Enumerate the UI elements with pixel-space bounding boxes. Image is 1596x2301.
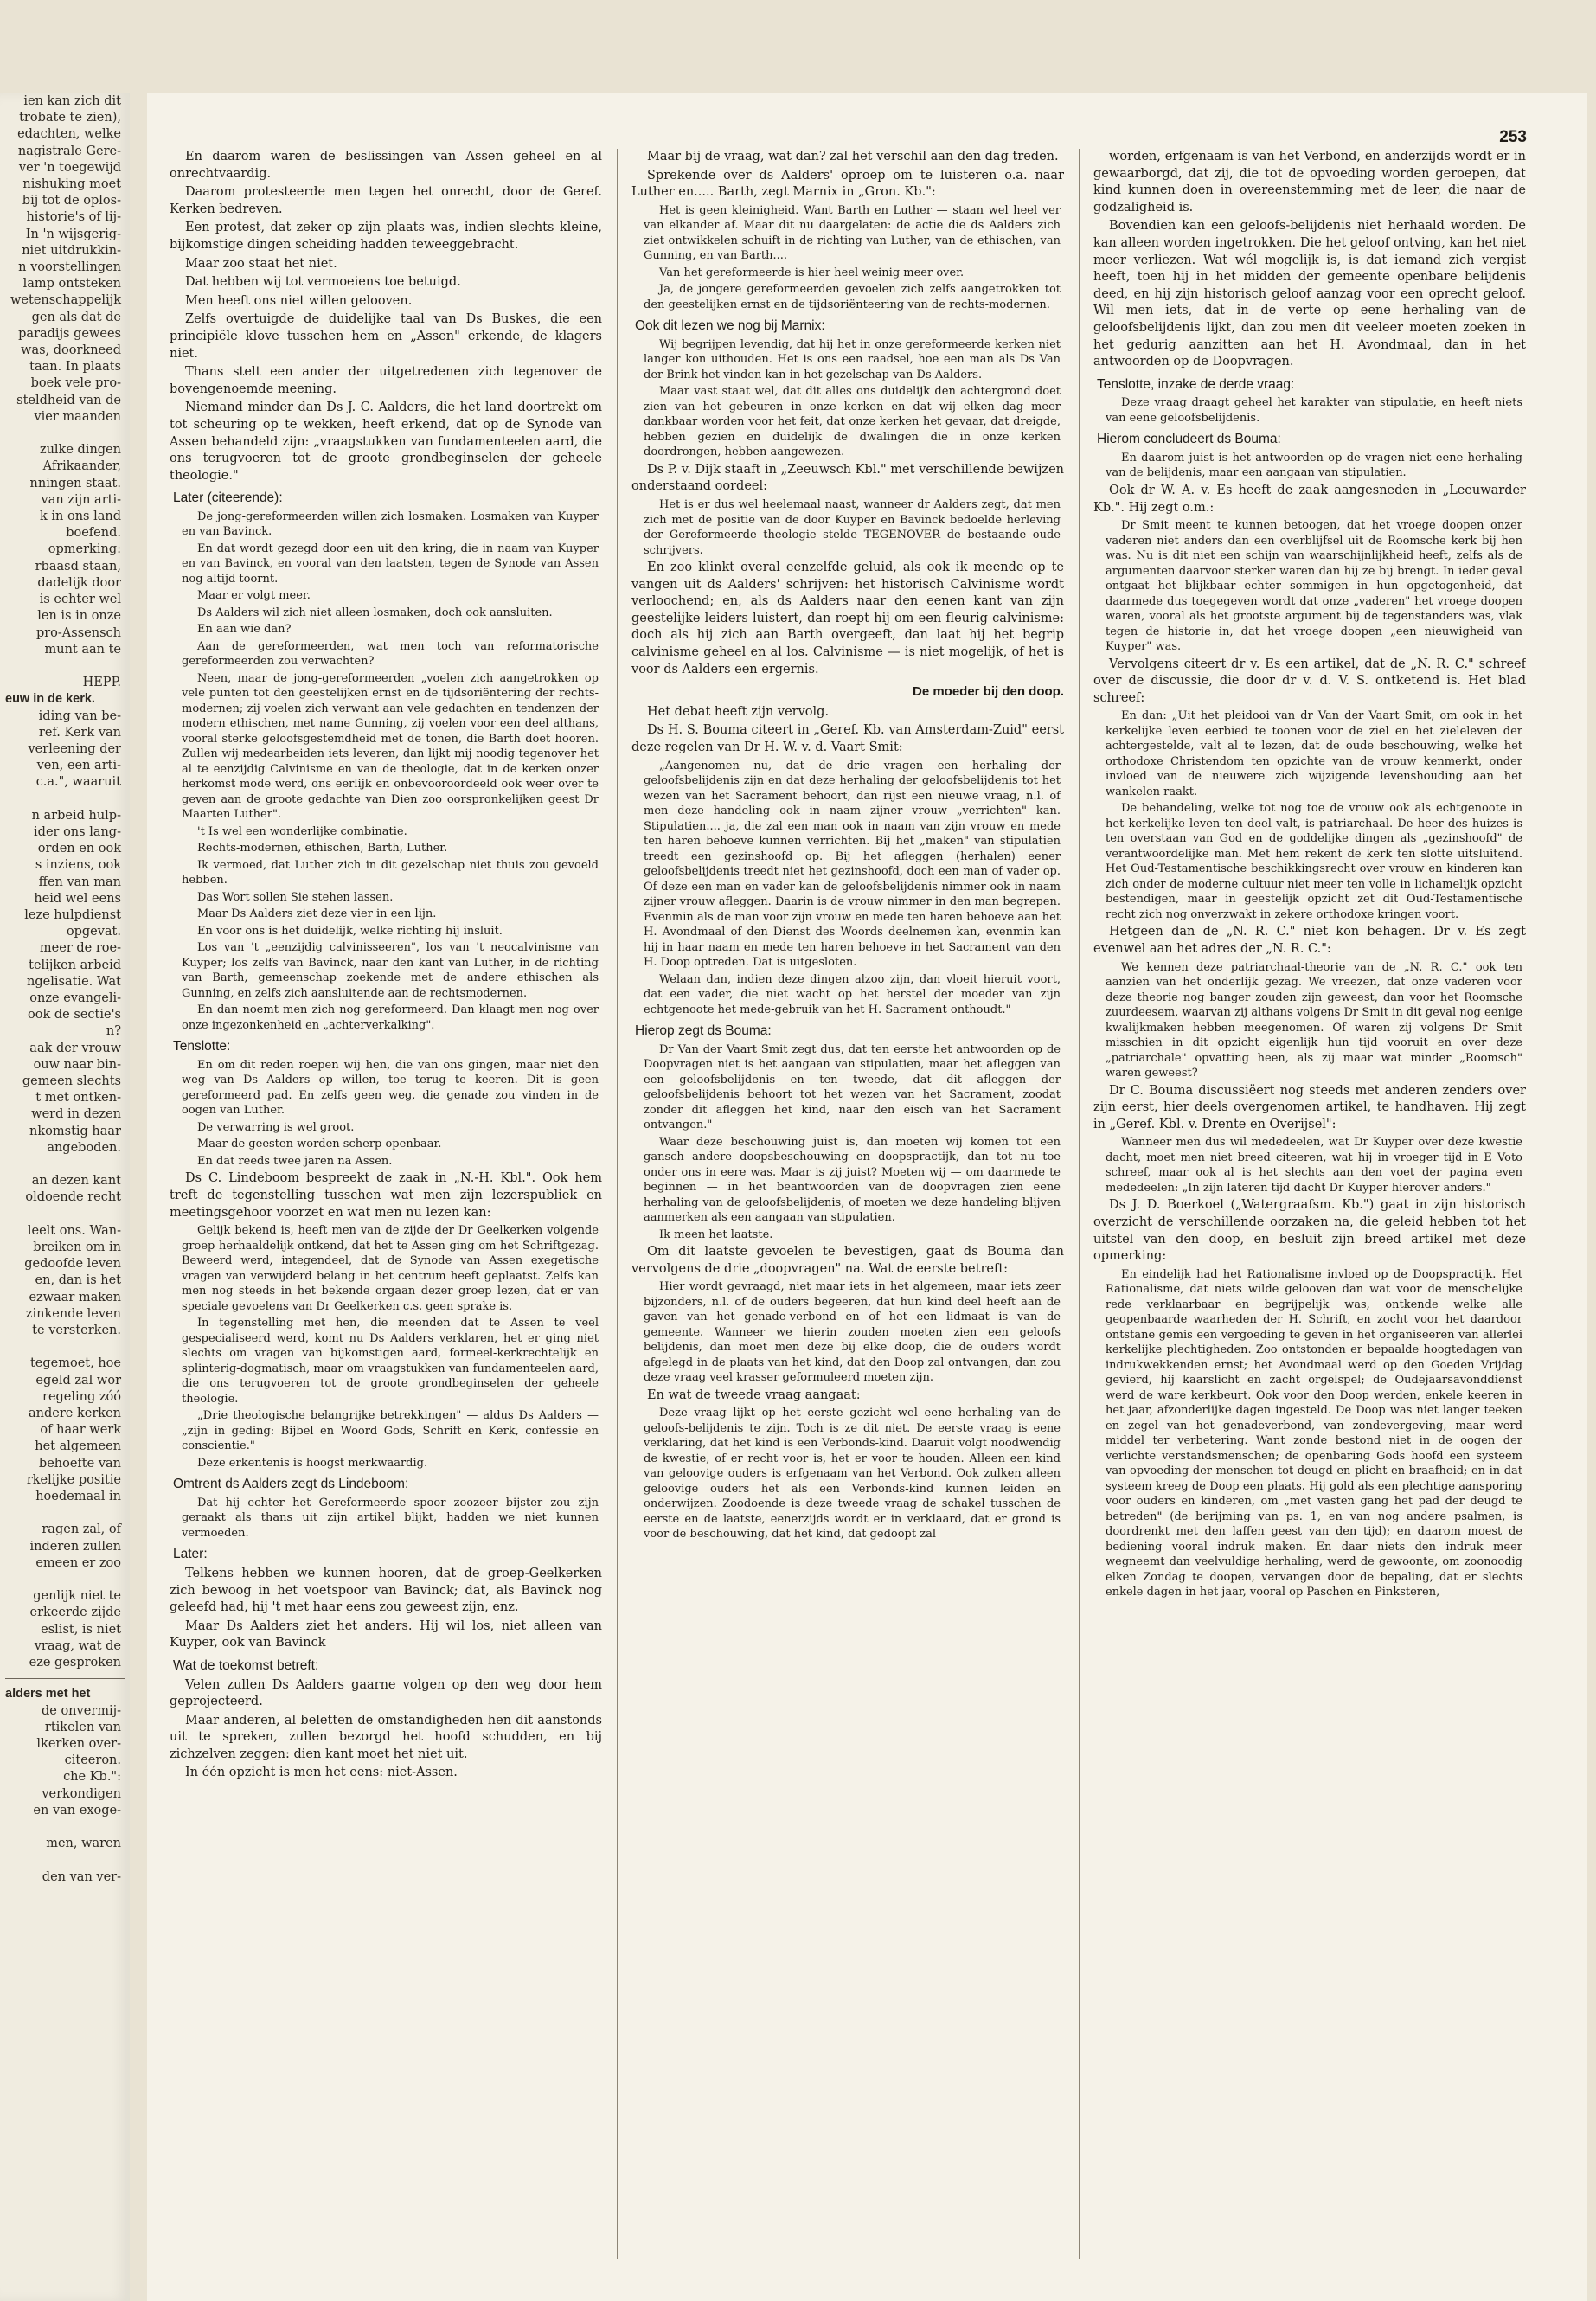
paragraph: Men heeft ons niet willen gelooven. bbox=[185, 293, 413, 308]
adjacent-page-fragment bbox=[0, 93, 130, 2301]
fragment-line: verkondigen bbox=[42, 1786, 121, 1801]
fragment-line: ook de sectie's bbox=[28, 1008, 121, 1022]
fragment-line: en, dan is het bbox=[35, 1273, 121, 1288]
fragment-line: gen als dat de bbox=[31, 310, 121, 324]
paragraph: Ds C. Lindeboom bespreekt de zaak in „N.-H. Kbl.". Ook hem treft de tegenstelling tusschen wat men zijn lezerspubliek en meetingsgehoor voorzet en wat men nu lezen kan: bbox=[170, 1171, 602, 1220]
quotation: Ja, de jongere gereformeerden gevoelen zich zelfs aangetrokken tot den geestelijken ernst en de tijdsoriënteering van de rechts-modernen. bbox=[644, 283, 1061, 311]
quotation: En aan wie dan? bbox=[197, 623, 292, 637]
subheading: Tenslotte: bbox=[173, 1039, 231, 1054]
quotation: De behandeling, welke tot nog toe de vrouw ook als echtgenoote in het kerkelijke leven ten deel valt, is patriarchaal. De heer des huizes is ten overstaan van God en de goddelijke dingen als „gezinshoofd" de verantwoordelijke man. Met hem rekent de kerk ten slotte uitsluitend. Het Oud-Testamentische beschikkingsrecht over vrouw en kinderen kan zich onder de moderne cultuur niet meer ten volle in lichamelijk opzicht bestendigen, maar in geestelijk opzicht zet dit Oud-Testamentische recht zich nog onverzwakt in zekere orthodoxe kringen voort. bbox=[1106, 802, 1522, 921]
quotation: Van het gereformeerde is hier heel weinig meer over. bbox=[659, 266, 965, 279]
fragment-line: munt aan te bbox=[44, 642, 121, 657]
subheading: Hierop zegt ds Bouma: bbox=[635, 1023, 772, 1039]
fragment-line: te versterken. bbox=[32, 1324, 121, 1338]
fragment-line: zulke dingen bbox=[39, 443, 121, 458]
fragment-line: meer de roe- bbox=[39, 941, 121, 956]
fragment-line: de onvermij- bbox=[41, 1703, 121, 1718]
quotation: „Drie theologische belangrijke betrekkingen" — aldus Ds Aalders — „zijn in geding: Bijbel en Woord Gods, Schrift en Kerk, confessie en conscientie." bbox=[182, 1409, 599, 1453]
subheading: Wat de toekomst betreft: bbox=[173, 1657, 319, 1673]
fragment-line: In 'n wijsgerig- bbox=[25, 227, 121, 241]
paragraph: En zoo klinkt overal eenzelfde geluid, als ook ik meende op te vangen uit ds Aalders' schrijven: het historisch Calvinisme wordt verloochend; en, als ds Aalders naar den eenen kant van zijn geestelijke leiders luistert, dan roept hij om een fleurig calvinisme: doch als hij zich aan Barth overgeeft, dan laat hij het begrip calvinisme geheel en al los. Calvinisme — is niet mogelijk, of het is voor ds Aalders een ergernis. bbox=[631, 561, 1064, 676]
fragment-line: het algemeen bbox=[35, 1439, 121, 1454]
fragment-line: pro-Assensch bbox=[35, 625, 121, 640]
fragment-line: ref. Kerk van bbox=[38, 725, 121, 740]
paragraph: Maar zoo staat het niet. bbox=[185, 256, 337, 271]
fragment-line: lkerken over- bbox=[36, 1736, 121, 1751]
quotation: En eindelijk had het Rationalisme invloed op de Doopspractijk. Het Rationalisme, dat niets wilde gelooven dan wat voor de menschelijke rede verklaarbaar en begrijpelijk was, ontkende welke alle geopenbaarde waarheden der H. Schrift, en zocht voor het daardoor ontstane gemis een vergoeding te geven in het organiseeren van allerlei kerkelijke plechtigheden. Zoo ontstonden er bepaalde hoogtedagen van indrukwekkenden ernst; het Avondmaal werd op den Goeden Vrijdag gevierd, hij kaarslicht en zacht orgelspel; de Oudejaarsavonddienst werd de ware kerkbeurt. Ook voor den Doop werden, enkele keeren in het jaar, afzonderlijke dagen ingesteld. De Doop was niet langer teeken en zegel van het genadeverbond, van zondevergeving, maar werd middel ter verbetering. Want zonde bestond niet in de oogen der verlichte verstandsmenschen; de openbaring Gods hoofd een systeem van opvoeding der menschen tot deugd en plicht en braafheid; en in dat systeem kreeg de Doop een plaats. Hij gold als een plechtige aansporing voor ouders en kinderen, om „met vasten gang het pad der deugd te betreden" (de berijming van ps. 1, en van nog andere psalmen, is doordrenkt met den laffen geest van den tijd); en daarom moest de bediening vooral indruk maken. En daar niets den indruk meer wegneemt dan veelvuldige herhaling, werd de gewoonte, om zoonoodig elken Zondag te doopen, vervangen door de bepaling, dat er slechts enkele dagen in het jaar, vooral op Paschen en Pinksteren, bbox=[1106, 1267, 1522, 1599]
fragment-line: lamp ontsteken bbox=[22, 277, 121, 292]
fragment-line: nagistrale Gere- bbox=[17, 144, 121, 158]
paragraph: Het debat heeft zijn vervolg. bbox=[647, 704, 830, 719]
fragment-line: ngelisatie. Wat bbox=[27, 974, 121, 989]
quotation: Wanneer men dus wil mededeelen, wat Dr Kuyper over deze kwestie dacht, moet men niet breed citeeren, wat hij in vroeger tijd in E Voto schreef, maar ook al is het slechts aan den voet der pagina even mededeelen: „In zijn lateren tijd dacht Dr Kuyper hierover anders." bbox=[1106, 1136, 1522, 1195]
quotation: Dr Smit meent te kunnen betoogen, dat het vroege doopen onzer vaderen niet anders dan een overblijfsel uit de Roomsche kerk bij hen was. Nu is dit niet een schijn van waarschijnlijkheid heeft, zelfs als de argumenten daarvoor sterker waren dan hij ze bij brengt. In ieder geval ontgaat het blijkbaar echter sommigen in hun opgetogenheid, dat daarmede dus toegegeven wordt dat onze „vaderen" het vroege doopen waren, vooral als het grootste argument bij de tegenstanders was, vlak tegen de historie in, dat het vroege doopen „een nieuwigheid van Kuyper" was. bbox=[1106, 519, 1522, 654]
paragraph: Bovendien kan een geloofs-belijdenis niet herhaald worden. De kan alleen worden ingetrokken. Die het geloof ontving, kan het niet meer verliezen. Wat wél mogelijk is, is dat iemand zich vergist heeft, toen hij in het midden der gemeente openbare belijdenis deed, en hij zijn historisch geloof aanzag voor een oprecht geloof. Wil men iets, dat in de verte op eene herhaling van de geloofsbelijdenis lijkt, dan zou men dit veeleer moeten zoeken in het gedurig aanzitten aan het H. Avondmaal, dan in het antwoorden op de Doopvragen. bbox=[1093, 219, 1526, 369]
fragment-line: oldoende recht bbox=[25, 1190, 121, 1205]
quotation: Maar Ds Aalders ziet deze vier in een lijn. bbox=[197, 907, 437, 921]
quotation: Maar de geesten worden scherp openbaar. bbox=[197, 1138, 442, 1151]
fragment-line: edachten, welke bbox=[17, 127, 121, 142]
fragment-line: den van ver- bbox=[42, 1869, 121, 1884]
paragraph: Vervolgens citeert dr v. Es een artikel, dat de „N. R. C." schreef over de discussie, die door dr v. d. V. S. ontketend is. Het blad schreef: bbox=[1093, 657, 1526, 705]
fragment-line: n voorstellingen bbox=[18, 260, 121, 275]
column-3 bbox=[1093, 149, 1526, 2259]
subheading: Later (citeerende): bbox=[173, 490, 283, 506]
fragment-line: HEPP. bbox=[82, 676, 121, 690]
fragment-line: eslist, is niet bbox=[41, 1622, 121, 1637]
quotation: We kennen deze patriarchaal-theorie van de „N. R. C." ook ten aanzien van het onderlijk gezag. We vreezen, dat onze vaderen voor deze theorie nog banger zouden zijn geweest, dan voor het Roomsche zuurdeesem, waarvan zij althans volgens Dr Smit in dit geval nog eenige kwalijkmaken hebben meegenomen. Of waren zij volgens Dr Smit misschien in dit opzicht eigenlijk hun tijd vooruit en over deze „patriarchale" opvatting heen, als zij maar wat minder „Roomsch" waren geweest? bbox=[1106, 960, 1522, 1080]
fragment-line: t met ontken- bbox=[35, 1091, 121, 1106]
paragraph: Maar anderen, al beletten de omstandigheden hen dit aanstonds uit te spreken, zullen bezorgd het hoofd schudden, en bij zichzelven zeggen: dien kant moet het niet uit. bbox=[170, 1713, 602, 1761]
fragment-line: werd in dezen bbox=[31, 1107, 121, 1122]
fragment-line: ien kan zich dit bbox=[23, 94, 121, 108]
fragment-line: len is in onze bbox=[37, 609, 121, 624]
paragraph: Sprekende over ds Aalders' oproep om te luisteren o.a. naar Luther en..... Barth, zegt Marnix in „Gron. Kb.": bbox=[631, 168, 1064, 200]
subheading: Later: bbox=[173, 1547, 208, 1562]
paragraph: Ds H. S. Bouma citeert in „Geref. Kb. van Amsterdam-Zuid" eerst deze regelen van Dr H. W. v. d. Vaart Smit: bbox=[631, 723, 1064, 754]
paragraph: Maar bij de vraag, wat dan? zal het verschil aan den dag treden. bbox=[647, 150, 1059, 163]
fragment-line: wetenschappelijk bbox=[10, 293, 121, 308]
fragment-line: men, waren bbox=[46, 1836, 121, 1851]
fragment-line: historie's of lij- bbox=[26, 210, 121, 225]
quotation: De jong-gereformeerden willen zich losmaken. Losmaken van Kuyper en van Bavinck. bbox=[182, 510, 599, 539]
paragraph: Niemand minder dan Ds J. C. Aalders, die het land doortrekt om tot scheuring op te wekken, heeft erkend, dat op de Synode van Assen behandeld zijn: „vraagstukken van fundamenteelen aard, die ons terugvoeren tot de groote grondbeginselen der geheele theologie." bbox=[170, 401, 602, 483]
paragraph: Thans stelt een ander der uitgetredenen zich tegenover de bovengenoemde meening. bbox=[170, 365, 602, 396]
paragraph: Ook dr W. A. v. Es heeft de zaak aangesneden in „Leeuwarder Kb.". Hij zegt o.m.: bbox=[1093, 483, 1526, 515]
quotation: Neen, maar de jong-gereformeerden „voelen zich aangetrokken op vele punten tot den geestelijken ernst en de tijdsoriëntering der rechts-modernen; zij voelen zich verwant aan vele gedachten en tendenzen der modern ethischen, met name Gunning, zij voelen voor een deel althans, vooral sterke geloofsgestemdheid met de tonen, die Barth doet hooren. Zullen wij medearbeiden iets leveren, dan lijkt mij noodig tegenover het al te eenzijdig Calvinisme en van de theologie, dat in de kerken onzer herkomst mode werd, ons eerlijk en onbevooroordeeld ook weer over te geven aan de groote gedachte van Dien zoo oorspronkelijken geest Dr Maarten Luther". bbox=[182, 671, 599, 822]
fragment-line: ffen van man bbox=[38, 875, 121, 889]
fragment-line: van zijn arti- bbox=[41, 492, 121, 507]
paragraph: Een protest, dat zeker op zijn plaats was, indien slechts kleine, bijkomstige dingen scheiding hadden teweeggebracht. bbox=[170, 221, 602, 252]
column-divider-2 bbox=[1079, 149, 1080, 2259]
subheading: Omtrent ds Aalders zegt ds Lindeboom: bbox=[173, 1477, 409, 1492]
fragment-line: ider ons lang- bbox=[34, 824, 121, 839]
fragment-line: ragen zal, of bbox=[42, 1522, 121, 1537]
quotation: Ds Aalders wil zich niet alleen losmaken, doch ook aansluiten. bbox=[197, 606, 553, 619]
quotation: Ik vermoed, dat Luther zich in dit gezelschap niet thuis zou gevoeld hebben. bbox=[182, 858, 599, 888]
fragment-line bbox=[0, 658, 130, 675]
fragment-line: Afrikaander, bbox=[42, 459, 121, 474]
column-1 bbox=[170, 149, 602, 2259]
fragment-line: gemeen slechts bbox=[22, 1074, 121, 1088]
fragment-line: leze hulpdienst bbox=[24, 907, 121, 922]
fragment-line: trobate te zien), bbox=[19, 111, 121, 125]
fragment-line: aak der vrouw bbox=[29, 1041, 121, 1055]
quotation: En dan noemt men zich nog gereformeerd. Dan klaagt men nog over onze ingezonkenheid en „achterverkalking". bbox=[182, 1003, 599, 1032]
fragment-line bbox=[0, 426, 130, 442]
fragment-line: k in ons land bbox=[39, 510, 121, 524]
fragment-line: en van exoge- bbox=[33, 1803, 121, 1817]
quotation: Deze vraag lijkt op het eerste gezicht wel eene herhaling van de geloofs-belijdenis te zijn. Toch is ze dit niet. De eerste vraag is eene verklaring, dat het kind is een Verbonds-kind. Daaruit volgt noodwendig de kwestie, of er recht voor is, het er voor te houden. Alleen een kind van geloovige ouders is erfgenaam van het Verbond. Ook zulken alleen geloovige ouders het als een Verbonds-kind kunnen leiden en onderwijzen. Zoodoende is deze tweede vraag de schakel tusschen de eerste en de laatste, eenerzijds wordt er in verklaard, dat er grond is voor de beschouwing, dat het kind, dat gedoopt zal bbox=[644, 1407, 1061, 1541]
fragment-heading: euw in de kerk. bbox=[5, 692, 95, 707]
fragment-line: rbaasd staan, bbox=[35, 559, 121, 574]
fragment-rule bbox=[5, 1678, 125, 1679]
quotation: Waar deze beschouwing juist is, dan moeten wij komen tot een gansch andere doopsbeschouwing en doopspractijk, dan tot nu toe onder ons in eere was. Maar is zij juist? Moeten wij — om daarmede te beginnen — in het beantwoorden van de doopvragen zien eene herhaling van de geloofsbelijdenis, of moeten we deze handeling blijven aanmerken als een aangaan van stipulatien. bbox=[644, 1135, 1061, 1225]
fragment-line: is echter wel bbox=[39, 593, 121, 607]
paragraph: Maar Ds Aalders ziet het anders. Hij wil los, niet alleen van Kuyper, ook van Bavinck bbox=[170, 1618, 602, 1650]
quotation: Maar vast staat wel, dat dit alles ons duidelijk den achtergrond doet zien van het gebeuren in onze kerken en dat wij elken dag meer dankbaar worden voor het feit, dat onze kerken het gevaar, dat dreigde, hebben gezien en duidelijk de dwalingen die in onze kerken doordrongen, hebben aangewezen. bbox=[644, 385, 1061, 459]
paragraph: Dat hebben wij tot vermoeiens toe betuigd. bbox=[185, 275, 461, 290]
quotation: Los van 't „eenzijdig calvinisseeren", los van 't neocalvinisme van Kuyper; los zelfs van Bavinck, naar den kant van Luther, in de richting van Barth, gemeenschap zoekende met de andere ethischen als Gunning, en zelfs zich aansluitende aan de rechtsmodernen. bbox=[182, 941, 599, 1000]
fragment-line bbox=[0, 792, 130, 808]
quotation: Dr Van der Vaart Smit zegt dus, dat ten eerste het antwoorden op de Doopvragen niet is het aangaan van stipulatien, maar het afleggen van een geloofsbelijdenis en ten tweede, dat dit afleggen der geloofsbelijdenis behoort tot het wezen van het Sacrament, zoodat zonder dit afleggen het kind, naar den eisch van het Sacrament ontvangen." bbox=[644, 1042, 1061, 1132]
quotation: Rechts-modernen, ethischen, Barth, Luther. bbox=[197, 842, 448, 856]
fragment-line: orden en ook bbox=[37, 842, 121, 856]
paragraph: In één opzicht is men het eens: niet-Assen. bbox=[185, 1766, 458, 1780]
quotation: Wij begrijpen levendig, dat hij het in onze gereformeerde kerken niet langer kon uithouden. Het is ons een raadsel, hoe een man als Ds Van der Brink het vinden kan in het gezelschap van Ds Aalders. bbox=[644, 337, 1061, 381]
fragment-line: c.a.", waaruit bbox=[35, 775, 121, 790]
fragment-line bbox=[0, 1572, 130, 1588]
fragment-line: rkelijke positie bbox=[26, 1472, 121, 1487]
fragment-line: telijken arbeid bbox=[29, 958, 121, 972]
paragraph: Ds P. v. Dijk staaft in „Zeeuwsch Kbl." met verschillende bewijzen onderstaand oordeel: bbox=[631, 462, 1064, 494]
paragraph: Velen zullen Ds Aalders gaarne volgen op den weg door hem geprojecteerd. bbox=[170, 1677, 602, 1709]
quotation: En dat reeds twee jaren na Assen. bbox=[197, 1154, 393, 1168]
fragment-line: nkomstig haar bbox=[29, 1124, 121, 1138]
fragment-line: tegemoet, hoe bbox=[29, 1356, 121, 1371]
quotation: De verwarring is wel groot. bbox=[197, 1120, 355, 1134]
quotation: En voor ons is het duidelijk, welke richting hij insluit. bbox=[197, 924, 503, 938]
paragraph: En wat de tweede vraag aangaat: bbox=[647, 1388, 861, 1402]
paragraph: Dr C. Bouma discussiëert nog steeds met anderen zenders over zijn eerst, hier deels overgenomen artikel, te handhaven. Hij zegt in „Geref. Kbl. v. Drente en Overijsel": bbox=[1093, 1083, 1526, 1131]
fragment-line: breiken om in bbox=[33, 1240, 121, 1255]
fragment-line: boefend. bbox=[66, 526, 121, 541]
fragment-line bbox=[0, 1852, 130, 1868]
fragment-line: egeld zal wor bbox=[35, 1373, 121, 1388]
fragment-line: of haar werk bbox=[40, 1423, 121, 1438]
quotation: Gelijk bekend is, heeft men van de zijde der Dr Geelkerken volgende groep herhaaldelijk ontkend, dat het te Assen ging om het Schriftgezag. Beweerd werd, integendeel, dat de Synode van Assen exegetische vragen van verwijderd belang in het centrum heeft geplaatst. Zelfs kan men nog steeds in het bekende orgaan dezer groep lezen, dat er van speciale gevoelens van Dr Geelkerken c.s. geen sprake is. bbox=[182, 1224, 599, 1313]
fragment-line: ven, een arti- bbox=[36, 759, 121, 773]
quotation: En dan: „Uit het pleidooi van dr Van der Vaart Smit, om ook in het kerkelijke leven eerbied te toonen voor de ziel en het zieleleven der achtergestelde, valt al te lezen, dat de oude beschouwing, welke het orthodoxe Christendom ten opzichte van de vrouw kenmerkt, onder invloed van de nieuwere zich wijzigende levenshouding aan het wankelen raakt. bbox=[1106, 709, 1522, 798]
fragment-line: che Kb.": bbox=[63, 1770, 121, 1785]
fragment-line: opmerking: bbox=[48, 542, 121, 557]
fragment-line: behoefte van bbox=[38, 1456, 121, 1471]
fragment-line: bij tot de oplos- bbox=[22, 194, 121, 208]
fragment-line: nishuking moet bbox=[22, 177, 121, 192]
fragment-line: ouw naar bin- bbox=[33, 1057, 121, 1072]
fragment-line: taan. In plaats bbox=[29, 360, 121, 375]
newspaper-page bbox=[147, 93, 1587, 2301]
quotation: In tegenstelling met hen, die meenden dat te Assen te veel gespecialiseerd werd, komt nu Ds Aalders verklaren, het er ging niet slechts om vragen van bijkomstigen aard, formeel-kerkrechtelijk en splinterig-dogmatisch, maar om vraagstukken van fundamenteelen aard, die ons terugvoeren tot de groote grondbeginselen der geheele theologie. bbox=[182, 1317, 599, 1406]
fragment-line: andere kerken bbox=[29, 1407, 121, 1421]
fragment-line: eze gesproken bbox=[29, 1656, 121, 1670]
column-divider-1 bbox=[617, 149, 618, 2259]
fragment-line: gedoofde leven bbox=[24, 1257, 121, 1272]
paragraph: En daarom waren de beslissingen van Assen geheel en al onrechtvaardig. bbox=[170, 150, 602, 181]
fragment-line bbox=[0, 1819, 130, 1836]
fragment-line: niet uitdrukkin- bbox=[22, 243, 121, 258]
quotation: Het is geen kleinigheid. Want Barth en Luther — staan wel heel ver van elkander af. Maar dit nu daargelaten: de actie die ds Aalders zich ziet ontwikkelen schuift in de richting van Luther, van de ethischen, van Gunning, en van Barth.... bbox=[644, 203, 1061, 263]
fragment-line: vier maanden bbox=[34, 409, 121, 424]
fragment-line: s inziens, ook bbox=[35, 858, 121, 873]
fragment-line: ezwaar maken bbox=[29, 1290, 121, 1304]
quotation: Ik meen het laatste. bbox=[659, 1227, 773, 1241]
paragraph: worden, erfgenaam is van het Verbond, en anderzijds wordt er in gewaarborgd, dat zij, die tot de opvoeding worden geroepen, dat kind kunnen doen in overeenstemming met de leer, die naar de godzaligheid is. bbox=[1093, 150, 1526, 215]
quotation: Deze vraag draagt geheel het karakter van stipulatie, en heeft niets van eene geloofsbelijdenis. bbox=[1106, 396, 1522, 425]
paragraph: Zelfs overtuigde de duidelijke taal van Ds Buskes, die een principiële klove tusschen hem en „Assen" erkende, de klagers niet. bbox=[170, 312, 602, 361]
paragraph: Om dit laatste gevoelen te bevestigen, gaat ds Bouma dan vervolgens de drie „doopvragen" na. Wat de eerste betreft: bbox=[631, 1245, 1064, 1276]
fragment-line: regeling zóó bbox=[42, 1389, 121, 1404]
fragment-line: citeeron. bbox=[64, 1753, 121, 1768]
quotation: Dat hij echter het Gereformeerde spoor zoozeer bijster zou zijn geraakt als thans uit zijn artikel blijkt, hadden we niet kunnen vermoeden. bbox=[182, 1496, 599, 1540]
fragment-line: iding van be- bbox=[38, 708, 121, 723]
paragraph: Hetgeen dan de „N. R. C." niet kon behagen. Dr v. Es zegt evenwel aan het adres der „N. R. C.": bbox=[1093, 925, 1526, 956]
fragment-line: was, doorkneed bbox=[21, 343, 121, 358]
quotation: Maar er volgt meer. bbox=[197, 589, 311, 603]
quotation: „Aangenomen nu, dat de drie vragen een herhaling der geloofsbelijdenis zijn en dat deze herhaling der geloofsbelijdenis tot het wezen van het Sacrament behoort, dan rijst een nieuwe vraag, n.l. of men deze handeling ook in naam zijner vrouw „verrichten" kan. Stipulatien.... ja, die zal een man ook in naam van zijn vrouw en mede ten haren behoeve kunnen verrichten. Bij het „maken" van stipulatien treedt een gezinshoofd op. Bij het afleggen (herhalen) eener geloofsbelijdenis treedt niet het gezinshoofd, doch een man of vader op. Of deze een man en vader kan de geloofsbelijdenis nimmer ook in naam zijner vrouw afleggen. Daarin is de vrouw nimmer in den man begrepen. Evenmin als de man voor zijn vrouw en mede ten haren behoeve aan het H. Avondmaal of den Dienst des Woords deelnemen kan, evenmin kan hij in haar naam en mede ten haren behoeve in het Sacrament van den H. Doop optreden. Dat is uitgesloten. bbox=[644, 759, 1061, 970]
fragment-line bbox=[0, 1505, 130, 1522]
fragment-line bbox=[0, 1157, 130, 1173]
subheading: Tenslotte, inzake de derde vraag: bbox=[1097, 376, 1295, 392]
fragment-line: dadelijk door bbox=[37, 575, 121, 590]
quotation: 't Is wel een wonderlijke combinatie. bbox=[197, 824, 407, 838]
fragment-line: an dezen kant bbox=[31, 1174, 121, 1189]
quotation: Aan de gereformeerden, wat men toch van reformatorische gereformeerden zou verwachten? bbox=[182, 639, 599, 669]
column-2 bbox=[631, 149, 1064, 2259]
section-heading: De moeder bij den doop. bbox=[912, 684, 1064, 700]
fragment-line: emeen er zoo bbox=[35, 1555, 121, 1570]
fragment-line: inderen zullen bbox=[29, 1539, 121, 1554]
subheading: Hierom concludeert ds Bouma: bbox=[1097, 432, 1281, 447]
fragment-line: angeboden. bbox=[47, 1140, 121, 1155]
fragment-line: leelt ons. Wan- bbox=[27, 1223, 121, 1238]
quotation: Deze erkentenis is hoogst merkwaardig. bbox=[197, 1456, 428, 1470]
fragment-line: opgevat. bbox=[66, 925, 121, 939]
fragment-line: hoedemaal in bbox=[35, 1490, 121, 1504]
fragment-line: n arbeid hulp- bbox=[31, 808, 121, 823]
quotation: Het is er dus wel heelemaal naast, wanneer dr Aalders zegt, dat men zich met de positie van de door Kuyper en Bavinck bedoelde herleving der Gereformeerde theologie stelde TEGENOVER de bestaande oude schrijvers. bbox=[644, 498, 1061, 557]
quotation: Welaan dan, indien deze dingen alzoo zijn, dan vloeit hieruit voort, dat een vader, die niet wacht op het herstel der moeder van zijn echtgenoote het mede-gebruik van het H. Sacrament onthoudt." bbox=[644, 972, 1061, 1016]
fragment-line: paradijs gewees bbox=[18, 326, 121, 341]
fragment-line bbox=[0, 1339, 130, 1356]
fragment-text-top bbox=[0, 93, 130, 691]
fragment-line: verleening der bbox=[28, 741, 121, 756]
fragment-text-end bbox=[0, 1703, 130, 1886]
fragment-line: n? bbox=[106, 1024, 121, 1039]
subheading: Ook dit lezen we nog bij Marnix: bbox=[635, 318, 825, 334]
fragment-line: steldheid van de bbox=[16, 393, 121, 407]
fragment-line: nningen staat. bbox=[29, 476, 121, 490]
quotation: En om dit reden roepen wij hen, die van ons gingen, maar niet den weg van Ds Aalders op willen, toe terug te keeren. Dit is geen gereformeerd pad. En zelfs geen weg, die genade zou vinden in de oogen van Luther. bbox=[182, 1058, 599, 1118]
paragraph: Ds J. D. Boerkoel („Watergraafsm. Kb.") gaat in zijn historisch overzicht de verschillende oorzaken na, die geleid hebben tot het uitstel van den doop, en besluit zijn breed artikel met deze opmerking: bbox=[1093, 1198, 1526, 1264]
fragment-line: vraag, wat de bbox=[34, 1638, 121, 1653]
fragment-line: boek vele pro- bbox=[30, 376, 121, 391]
fragment-line: onze evangeli- bbox=[29, 990, 121, 1005]
fragment-line: rtikelen van bbox=[44, 1720, 121, 1734]
fragment-line: ver 'n toegewijd bbox=[18, 160, 121, 175]
quotation: En daarom juist is het antwoorden op de vragen niet eene herhaling van de belijdenis, maar een aangaan van stipulatien. bbox=[1106, 451, 1522, 480]
fragment-line: heid wel eens bbox=[34, 891, 121, 906]
quotation: En dat wordt gezegd door een uit den kring, die in naam van Kuyper en van Bavinck, en vooral van den laatsten, tegen de Synode van Assen nog altijd toornt. bbox=[182, 542, 599, 586]
fragment-heading-2: alders met het bbox=[5, 1687, 91, 1702]
page-number: 253 bbox=[1499, 128, 1527, 146]
fragment-line bbox=[0, 1207, 130, 1223]
fragment-line: erkeerde zijde bbox=[29, 1606, 121, 1620]
paragraph: Telkens hebben we kunnen hooren, dat de groep-Geelkerken zich bewoog in het voetspoor van Bavinck; dat, als Bavinck nog geleefd had, hij 't met haar eens zou geweest zijn, enz. bbox=[170, 1566, 602, 1615]
quotation: Hier wordt gevraagd, niet maar iets in het algemeen, maar iets zeer bijzonders, n.l. of de ouders begeeren, dat hun kind deel heeft aan de gaven van het genade-verbond en of het een lidmaat is van de gemeente. Wanneer we hierin zouden moeten zien een geloofs belijdenis, dan moet men deze bij elke doop, die de ouders wordt afgelegd in de plaats van het kind, dat den Doop zal ontvangen, dan zou deze vraag veel krasser geformuleerd moeten zijn. bbox=[644, 1280, 1061, 1385]
fragment-text-bottom bbox=[0, 708, 130, 1672]
quotation: Das Wort sollen Sie stehen lassen. bbox=[197, 890, 394, 904]
fragment-line: genlijk niet te bbox=[33, 1589, 121, 1604]
paragraph: Daarom protesteerde men tegen het onrecht, door de Geref. Kerken bedreven. bbox=[170, 185, 602, 216]
fragment-line: zinkende leven bbox=[25, 1306, 121, 1321]
